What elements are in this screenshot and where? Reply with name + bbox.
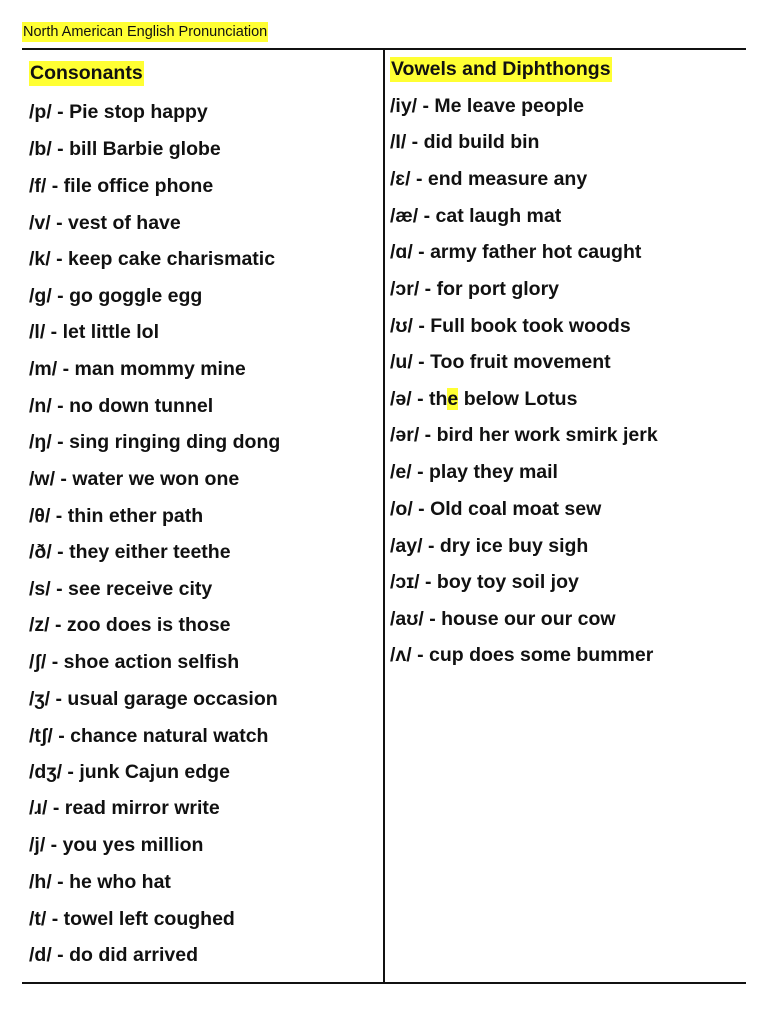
vowel-entry: /ʌ/ - cup does some bummer	[390, 644, 654, 666]
consonant-entry: /dʒ/ - junk Cajun edge	[29, 761, 230, 783]
vowel-entry: /ay/ - dry ice buy sigh	[390, 535, 589, 557]
vowel-entry: /ʊ/ - Full book took woods	[390, 315, 631, 337]
schwa-text-after: below Lotus	[458, 388, 578, 410]
vowel-entry: /ər/ - bird her work smirk jerk	[390, 424, 658, 446]
vowel-entry: /ɑ/ - army father hot caught	[390, 241, 642, 263]
vowel-entry: /u/ - Too fruit movement	[390, 351, 611, 373]
vowels-heading: Vowels and Diphthongs	[391, 58, 611, 80]
consonant-entry: /j/ - you yes million	[29, 834, 204, 856]
vowel-entry: /æ/ - cat laugh mat	[390, 205, 562, 227]
vowel-entry-schwa	[390, 387, 577, 411]
document-title: North American English Pronunciation	[23, 24, 268, 40]
consonant-entry: /m/ - man mommy mine	[29, 358, 246, 380]
consonant-entry: /ŋ/ - sing ringing ding dong	[29, 431, 281, 453]
vowel-entry: /o/ - Old coal moat sew	[390, 498, 602, 520]
consonant-entry: /ð/ - they either teethe	[29, 541, 231, 563]
consonant-entry: /w/ - water we won one	[29, 468, 240, 490]
consonant-entry: /h/ - he who hat	[29, 871, 171, 893]
consonant-entry: /θ/ - thin ether path	[29, 505, 204, 527]
schwa-text-before: /ə/ - th	[390, 388, 448, 410]
consonant-entry: /t/ - towel left coughed	[29, 908, 235, 930]
vowel-entry: /iy/ - Me leave people	[390, 95, 584, 117]
pronunciation-table	[22, 48, 746, 984]
consonants-heading: Consonants	[30, 62, 143, 84]
consonant-entry: /p/ - Pie stop happy	[29, 101, 208, 123]
highlighted-letter: e	[447, 388, 459, 410]
consonant-entry: /ɹ/ - read mirror write	[29, 797, 220, 819]
vowel-entry: /ɔɪ/ - boy toy soil joy	[390, 571, 579, 593]
consonant-entry: /n/ - no down tunnel	[29, 395, 214, 417]
vowel-entry: /ɛ/ - end measure any	[390, 168, 588, 190]
consonant-entry: /l/ - let little lol	[29, 321, 160, 343]
consonant-entry: /z/ - zoo does is those	[29, 614, 231, 636]
consonant-entry: /ʒ/ - usual garage occasion	[29, 688, 278, 710]
consonant-entry: /g/ - go goggle egg	[29, 285, 203, 307]
consonant-entry: /tʃ/ - chance natural watch	[29, 725, 269, 747]
vowel-entry: /aʊ/ - house our our cow	[390, 608, 616, 630]
vowel-entry: /I/ - did build bin	[390, 131, 540, 153]
consonant-entry: /f/ - file office phone	[29, 175, 214, 197]
vowel-entry: /ɔr/ - for port glory	[390, 278, 560, 300]
consonant-entry: /b/ - bill Barbie globe	[29, 138, 221, 160]
consonant-entry: /s/ - see receive city	[29, 578, 213, 600]
consonant-entry: /k/ - keep cake charismatic	[29, 248, 276, 270]
consonant-entry: /ʃ/ - shoe action selfish	[29, 651, 240, 673]
consonant-entry: /v/ - vest of have	[29, 212, 181, 234]
column-divider	[383, 50, 385, 982]
vowel-entry: /e/ - play they mail	[390, 461, 558, 483]
consonant-entry: /d/ - do did arrived	[29, 944, 199, 966]
